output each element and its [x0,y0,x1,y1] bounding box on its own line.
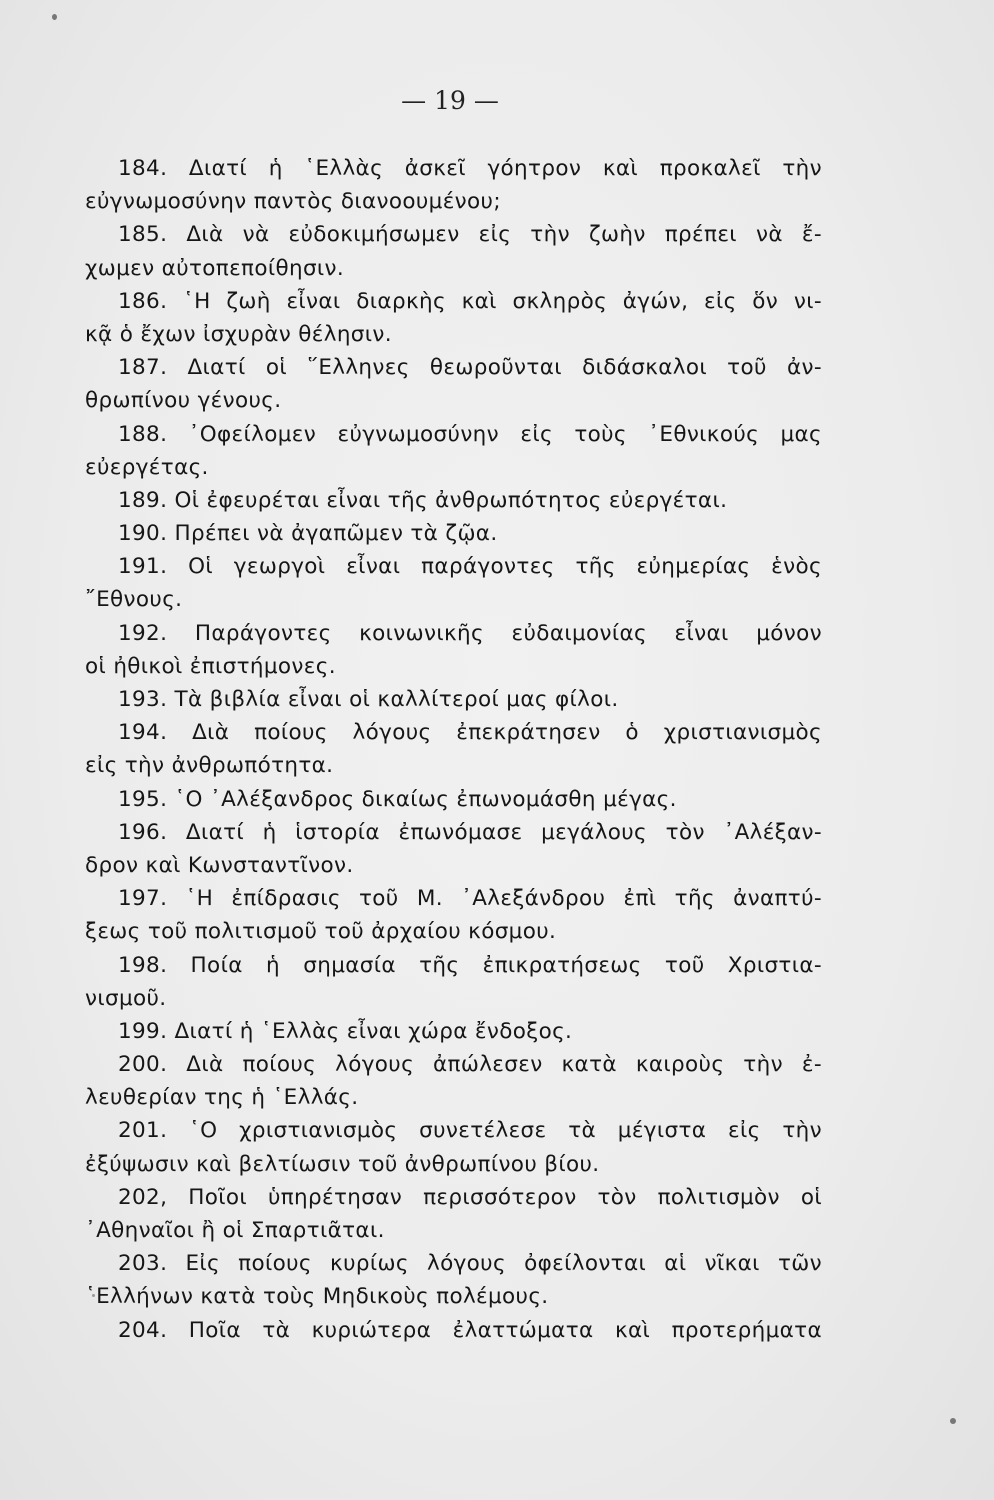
text-line: 186. ῾Η ζωὴ εἶναι διαρκὴς καὶ σκληρὸς ἀγών, εἰς ὅν νι- [118,288,822,314]
page-number: — 19 — [401,86,499,115]
text-line: 199. Διατί ἡ ῾Ελλὰς εἶναι χώρα ἔνδοξος. [118,1018,573,1044]
text-line: 204. Ποῖα τὰ κυριώτερα ἐλαττώματα καὶ προτερήματα [118,1317,822,1343]
text-line: λευθερίαν της ἡ ῾Ελλάς. [85,1085,359,1111]
text-line: ξεως τοῦ πολιτισμοῦ τοῦ ἀρχαίου κόσμου. [85,919,557,945]
ink-speck [52,14,57,20]
text-line: 196. Διατί ἡ ἱστορία ἐπωνόμασε μεγάλους τὸν ᾿Αλέξαν- [118,819,822,845]
text-line: 190. Πρέπει νὰ ἀγαπῶμεν τὰ ζῷα. [118,521,498,547]
text-line: ᾿Αθηναῖοι ἢ οἱ Σπαρτιᾶται. [85,1218,385,1243]
text-line: 203. Εἰς ποίους κυρίως λόγους ὀφείλονται αἱ νῖκαι τῶν [118,1251,822,1277]
text-line: 184. Διατί ἡ ῾Ελλὰς ἀσκεῖ γόητρον καὶ προκαλεῖ τὴν [118,156,822,181]
text-line: 195. ῾Ο ᾿Αλέξανδρος δικαίως ἐπωνομάσθη μέγας. [118,786,677,812]
text-line: 189. Οἱ ἐφευρέται εἶναι τῆς ἀνθρωπότητος εὐεργέται. [118,487,728,513]
ink-speck [950,1418,956,1424]
text-line: 193. Τὰ βιβλία εἶναι οἱ καλλίτεροί μας φίλοι. [118,687,619,712]
text-line: 185. Διὰ νὰ εὐδοκιμήσωμεν εἰς τὴν ζωὴν πρέπει νὰ ἔ- [118,222,822,248]
text-line: 194. Διὰ ποίους λόγους ἐπεκράτησεν ὁ χριστιανισμὸς [118,720,822,746]
text-line: οἱ ἠθικοὶ ἐπιστήμονες. [85,653,336,679]
text-line: χωμεν αὐτοπεποίθησιν. [85,255,345,281]
text-line: 198. Ποία ἡ σημασία τῆς ἐπικρατήσεως τοῦ Χριστια- [118,952,822,978]
text-line: 202, Ποῖοι ὑπηρέτησαν περισσότερον τὸν πολιτισμὸν οἱ [118,1184,822,1210]
text-line: 197. ῾Η ἐπίδρασις τοῦ Μ. ᾿Αλεξάνδρου ἐπὶ τῆς ἀναπτύ- [118,886,822,912]
text-line: 201. ῾Ο χριστιανισμὸς συνετέλεσε τὰ μέγιστα εἰς τὴν [118,1118,822,1144]
text-line: εὐεργέτας. [85,454,209,480]
text-line: κᾷ ὁ ἔχων ἰσχυρὰν θέλησιν. [85,321,392,347]
text-line: νισμοῦ. [85,985,167,1011]
text-line: εὐγνωμοσύνην παντὸς διανοουμένου; [85,189,501,215]
text-line: ῾Ελλήνων κατὰ τοὺς Μηδικοὺς πολέμους. [85,1284,549,1310]
text-line: θρωπίνου γένους. [85,388,282,414]
text-line: 187. Διατί οἱ ῞Ελληνες θεωροῦνται διδάσκαλοι τοῦ ἀν- [118,355,822,381]
text-line: ἐξύψωσιν καὶ βελτίωσιν τοῦ ἀνθρωπίνου βίου. [85,1151,600,1177]
text-line: 191. Οἱ γεωργοὶ εἶναι παράγοντες τῆς εὐημερίας ἑνὸς [118,554,822,580]
text-line: εἰς τὴν ἀνθρωπότητα. [85,753,334,779]
text-line: ῎Εθνους. [85,587,183,613]
text-line: 188. ᾿Οφείλομεν εὐγνωμοσύνην εἰς τοὺς ᾿Εθνικούς μας [118,421,822,447]
text-body [85,152,822,1347]
text-line: δρον καὶ Κωνσταντῖνον. [85,852,354,878]
text-line: 200. Διὰ ποίους λόγους ἀπώλεσεν κατὰ καιροὺς τὴν ἐ- [118,1052,822,1078]
text-line: 192. Παράγοντες κοινωνικῆς εὐδαιμονίας εἶναι μόνον [118,620,822,646]
